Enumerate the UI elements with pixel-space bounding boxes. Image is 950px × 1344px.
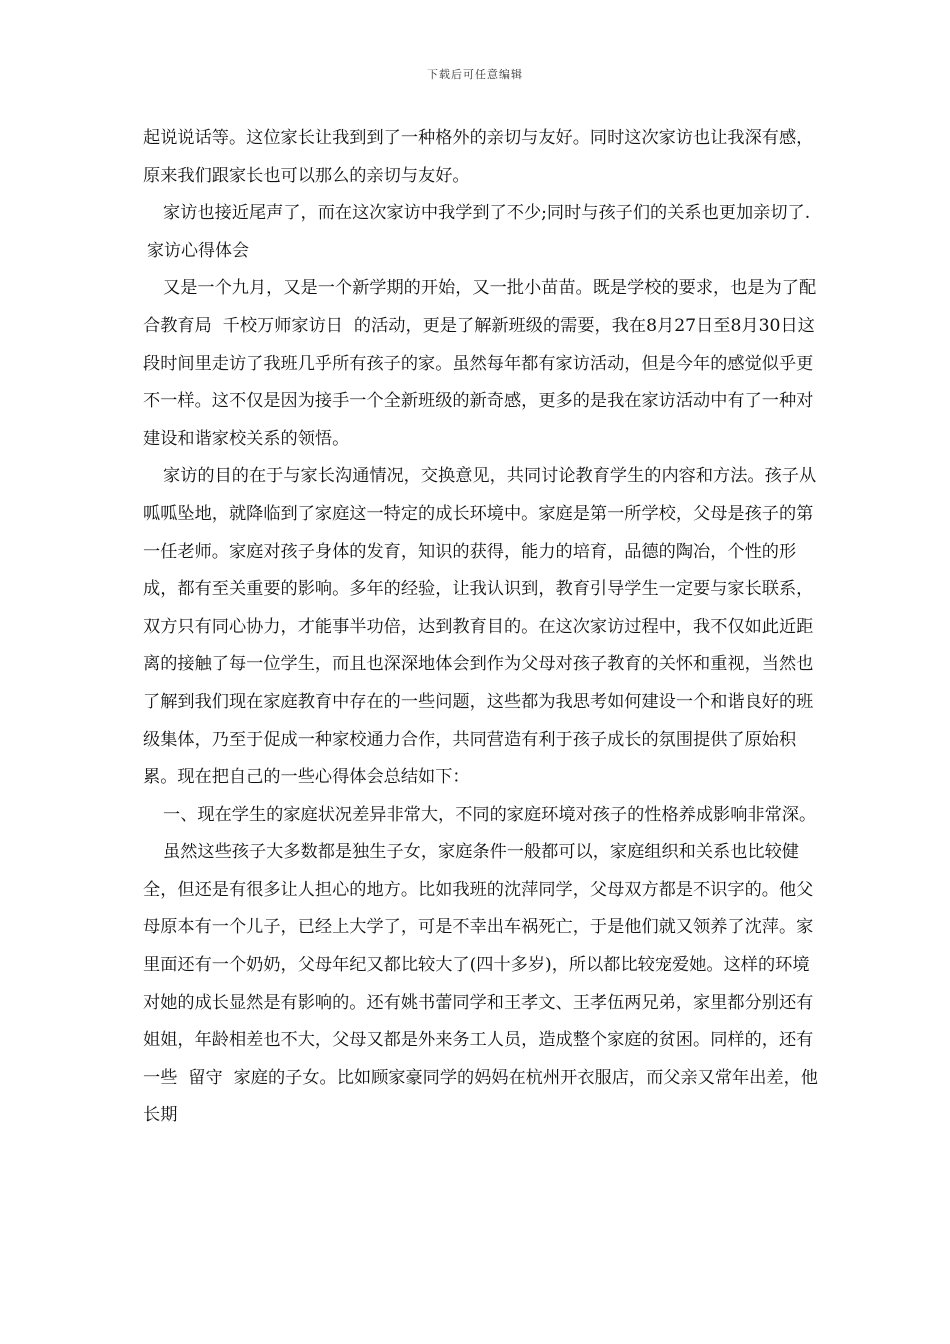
section-heading: 家访心得体会	[147, 240, 249, 261]
paragraph-1: 起说说话等。这位家长让我到到了一种格外的亲切与友好。同时这次家访也让我深有感，原来我们跟家长也可以那么的亲切与友好。	[143, 128, 814, 186]
paragraph-6: 虽然这些孩子大多数都是独生子女，家庭条件一般都可以，家庭组织和关系也比较健全，但还是有很多让人担心的地方。比如我班的沈萍同学，父母双方都是不识字的。他父母原本有一个儿子，已经上大学了，可是不幸出车祸死亡，于是他们就又领养了沈萍。家里面还有一个奶奶，父母年纪又都比较大了(四十多岁)，所以都比较宠爱她。这样的环境对她的成长显然是有影响的。还有姚书蕾同学和王孝文、王孝伍两兄弟，家里都分别还有姐姐，年龄相差也不大，父母又都是外来务工人员，造成整个家庭的贫困。同样的，还有一些 留守 家庭的子女。比如顾家豪同学的妈妈在杭州开衣服店，而父亲又常年出差，他长期	[143, 842, 818, 1126]
paragraph-3: 又是一个九月，又是一个新学期的开始，又一批小苗苗。既是学校的要求，也是为了配合教育局 千校万师家访日 的活动，更是了解新班级的需要，我在8月27日至8月30日这段时间里走访了我班几乎所有孩子的家。虽然每年都有家访活动，但是今年的感觉似乎更不一样。这不仅是因为接手一个全新班级的新奇感，更多的是我在家访活动中有了一种对建设和谐家校关系的领悟。	[143, 278, 817, 449]
document-body	[143, 120, 823, 1135]
paragraph-5: 一、现在学生的家庭状况差异非常大，不同的家庭环境对孩子的性格养成影响非常深。	[163, 804, 817, 825]
paragraph-4: 家访的目的在于与家长沟通情况，交换意见，共同讨论教育学生的内容和方法。孩子从呱呱坠地，就降临到了家庭这一特定的成长环境中。家庭是第一所学校，父母是孩子的第一任老师。家庭对孩子身体的发育，知识的获得，能力的培育，品德的陶冶，个性的形成，都有至关重要的影响。多年的经验，让我认识到，教育引导学生一定要与家长联系，双方只有同心协力，才能事半功倍，达到教育目的。在这次家访过程中，我不仅如此近距离的接触了每一位学生，而且也深深地体会到作为父母对孩子教育的关怀和重视，当然也了解到我们现在家庭教育中存在的一些问题，这些都为我思考如何建设一个和谐良好的班级集体，乃至于促成一种家校通力合作，共同营造有利于孩子成长的氛围提供了原始积累。现在把自己的一些心得体会总结如下：	[143, 466, 817, 788]
page-header: 下载后可任意编辑	[427, 68, 523, 81]
paragraph-2: 家访也接近尾声了，而在这次家访中我学到了不少;同时与孩子们的关系也更加亲切了.	[163, 203, 811, 224]
